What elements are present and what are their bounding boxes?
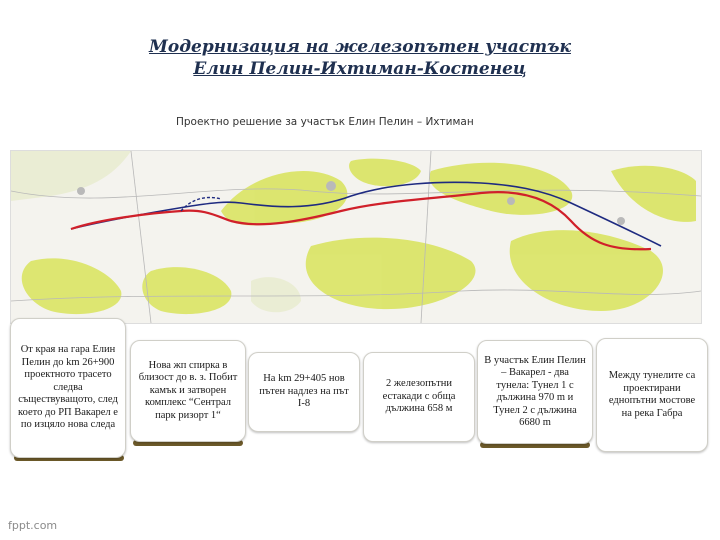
- info-card-6: [596, 338, 708, 452]
- title-line-2: Елин Пелин-Ихтиман-Костенец: [193, 59, 527, 79]
- terrain-forest-areas: [22, 159, 696, 314]
- map-caption: Проектно решение за участък Елин Пелин – Ихтиман: [176, 116, 474, 128]
- page-title: [0, 36, 720, 80]
- route-map-graphic: [11, 151, 701, 323]
- info-card-2: [130, 340, 246, 442]
- info-card-5: [477, 340, 593, 444]
- title-line-1: Модернизация на железопътен участък: [149, 37, 571, 57]
- info-card-1-text: От края на гара Елин Пелин до km 26+900 проектното трасето следва съществуващото, след което до РП Вакарел е по изцяло нова следа: [18, 344, 118, 431]
- info-card-4-text: 2 железопътни естакади с обща дължина 658 м: [382, 378, 456, 415]
- watermark: fppt.com: [8, 519, 58, 532]
- info-card-6-text: Между тунелите са проектирани еднопътни мостове на река Габра: [608, 370, 696, 419]
- info-card-5-text: В участък Елин Пелин – Вакарел - два тунела: Тунел 1 с дължина 970 m и Тунел 2 с дължина 6680 m: [484, 354, 586, 428]
- route-map: [10, 150, 702, 324]
- info-card-4: [363, 352, 475, 442]
- info-card-3: [248, 352, 360, 432]
- info-card-1: [10, 318, 126, 458]
- info-card-2-text: Нова жп спирка в близост до в. з. Побит камък и затворен комплекс “Сентрал парк ризорт 1“: [138, 359, 238, 421]
- info-card-3-text: На km 29+405 нов пътен надлез на път I-8: [259, 373, 349, 410]
